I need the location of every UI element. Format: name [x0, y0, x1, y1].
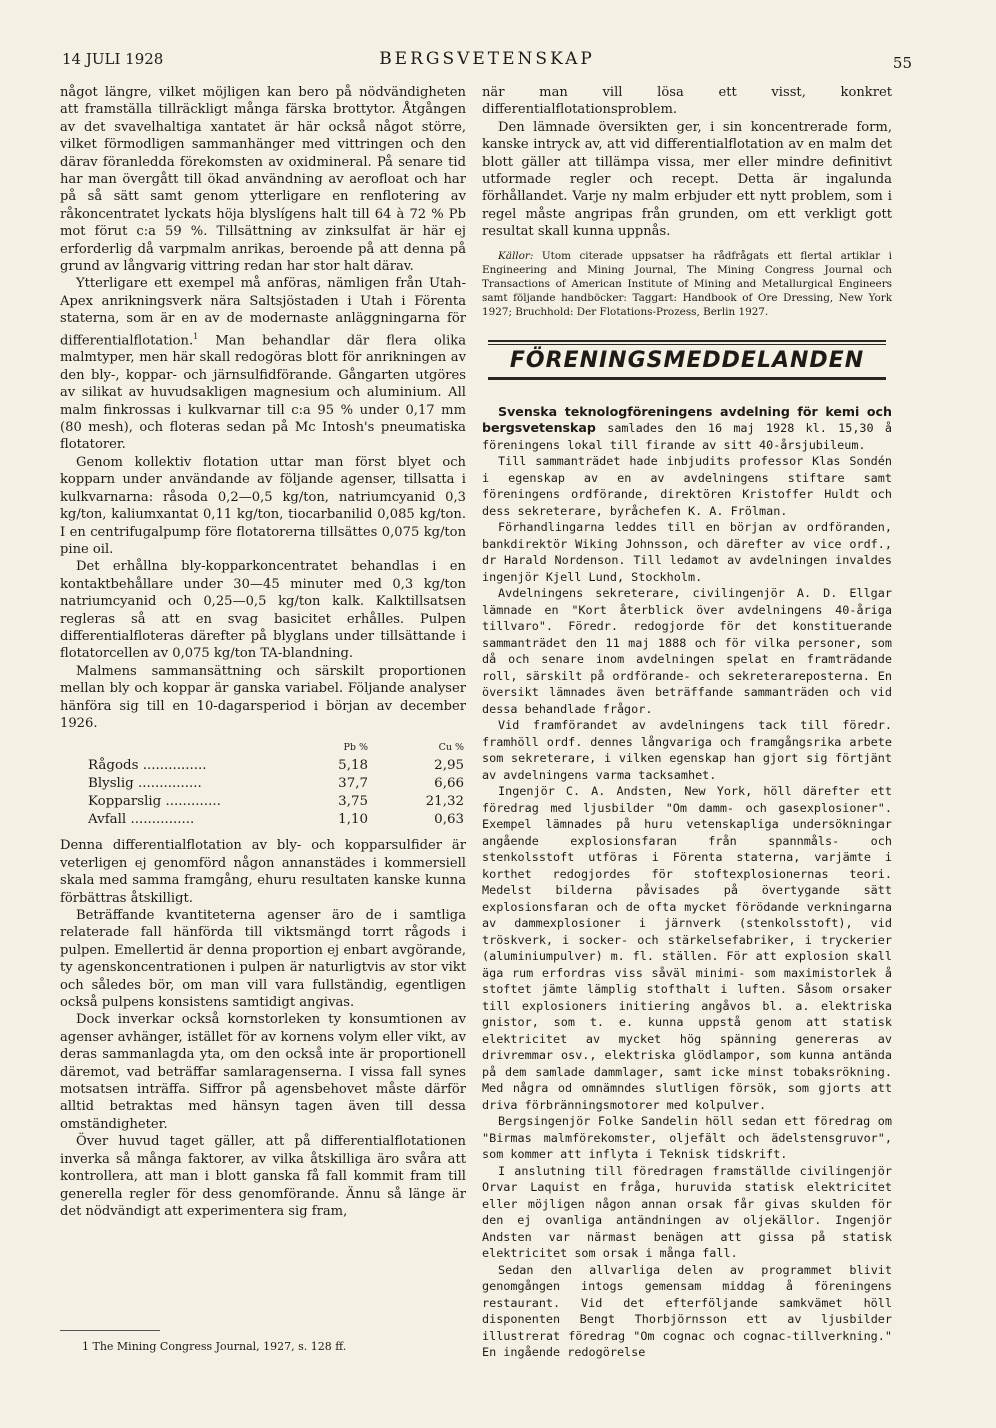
paragraph-text: Ytterligare ett exempel må anföras, nämligen från Utah-Apex anrikningsverk nära Saltsjöstaden i Utah i Förenta staterna, som är en av de modernaste anläggningarna för differentialflotation. [60, 276, 466, 349]
paragraph: Malmens sammansättning och särskilt proportionen mellan bly och koppar är ganska variabel. Följande analyser hänföra sig till en 10-dagarsperiod i början av december 1926. [60, 663, 466, 731]
cu-value: 0,63 [434, 812, 464, 828]
table-row [88, 757, 464, 775]
paragraph: Bergsingenjör Folke Sandelin höll sedan ett föredrag om "Birmas malmförekomster, oljefält och ädelstensgruvor", som kommer att inflyta i Teknisk tidskrift. [482, 1114, 892, 1162]
paragraph: Den lämnade översikten ger, i sin koncentrerade form, kanske intryck av, att vid differentialflotation av en malm det blott gäller att tillämpa vissa, mer eller mindre definitivt utformade regler och recept. Detta är ingalunda förhållandet. Varje ny malm erbjuder ett nytt problem, som i regel måste angripas från grunden, om ett verkligt gott resultat skall kunna uppnås. [482, 119, 892, 240]
table-row [88, 793, 464, 811]
cu-value: 2,95 [434, 758, 464, 774]
section-banner [488, 340, 886, 380]
paragraph: Avdelningens sekreterare, civilingenjör A. D. Ellgar lämnade en "Kort återblick över avdelningens 40-åriga tillvaro". Föredr. redogjorde för det konstituerande sammanträdet den 11 maj 1888 och för vilka personer, som då och senare inom avdelningen spelat en framträdande roll, särskilt på ordförande- och sekreterareposterna. En översikt lämnades även beträffande sammanträden och vid dessa behandlade frågor. [482, 586, 892, 716]
running-header [62, 50, 912, 74]
paragraph: Genom kollektiv flotation uttar man först blyet och kopparn under användande av följande agenser, tillsatta i kulkvarnarna: råsoda 0,2—0,5 kg/ton, natriumcyanid 0,3 kg/ton, kaliumxantat 0,11 kg/ton, tiocarbanilid 0,085 kg/ton. I en centrifugalpump före flotatorerna tillsättes 0,075 kg/ton pine oil. [60, 454, 466, 557]
row-label: Rågods ............... [88, 758, 207, 774]
cu-value: 21,32 [425, 794, 464, 810]
pb-value: 5,18 [338, 758, 368, 774]
paragraph: något längre, vilket möjligen kan bero på nödvändigheten att framställa tillräckligt många färska brottytor. Åtgången av det svavelhaltiga xantatet är här också något större, vilket förmodligen sammanhänger med vittringen och den därav föranledda förekomsten av oxidmineral. På senare tid har man övergått till ökad användning av aerofloat och har på så sätt samt genom ytterligare en renflotering av råkoncentratet lyckats höja blyslígens halt till 64 à 72 % Pb mot förut c:a 59 %. Tillsättning av zinksulfat är här ej erforderlig då varpmalm anrikas, beroende på att denna på grund av långvarig vittring redan har stor halt därav. [60, 85, 466, 275]
table-row [88, 775, 464, 793]
footnote-rule [60, 1330, 160, 1331]
paragraph: Över huvud taget gäller, att på differentialflotationen inverka så många faktorer, av vilka åtskilliga äro svåra att kontrollera, att man i blott ganska få fall kommit fram till generella regler för dess genomförande. Ännu så länge är det nödvändigt att experimentera sig fram, [60, 1134, 466, 1219]
table-header [88, 742, 464, 757]
cu-value: 6,66 [434, 776, 464, 792]
paragraph: Förhandlingarna leddes till en början av ordföranden, bankdirektör Wiking Johnsson, och därefter av vice ordf., dr Harald Nordenson. Till ledamot av avdelningen invaldes ingenjör Kjell Lund, Stockholm. [482, 520, 892, 584]
paragraph [482, 404, 892, 454]
pb-value: 1,10 [338, 812, 368, 828]
journal-title: BERGSVETENSKAP [379, 49, 595, 69]
column-header-cu: Cu % [438, 742, 464, 754]
paragraph: Till sammanträdet hade inbjudits professor Klas Sondén i egenskap av en av avdelningens stiftare samt föreningens ordförande, direktören Kristoffer Huldt och dess sekreterare, byråchefen K. A. Frölman. [482, 454, 892, 518]
section-title: FÖRENINGSMEDDELANDEN [509, 347, 865, 373]
pb-value: 3,75 [338, 794, 368, 810]
sources-text: Utom citerade uppsatser ha rådfrågats ett flertal artiklar i Engineering and Mining Journal, The Mining Congress Journal och Transactions of American Institute of Mining and Metallurgical Engineers samt följande handböcker: Taggart: Handbook of Ore Dressing, New York 1927; Bruchhold: Der Flotations-Prozess, Berlin 1927. [482, 249, 892, 319]
paragraph-text: Man behandlar där flera olika malmtyper, men här skall redogöras blott för anrikningen av den bly-, koppar- och järnsulfidförande. Gångarten utgöres av silikat av huvudsakligen magnesium och aluminium. All malm finkrossas i kulkvarnar till c:a 95 % under 0,17 mm (80 mesh), och floteras sedan på Mc Intosh's pneumatiska flotatorer. [60, 333, 466, 453]
table-row [88, 811, 464, 829]
paragraph: Denna differentialflotation av bly- och kopparsulfider är veterligen ej genomförd någon annanstädes i kommersiell skala med samma framgång, ehuru resultaten kanske kunna förbättras åtskilligt. [60, 838, 466, 906]
association-notes [482, 404, 892, 1361]
page-number: 55 [892, 54, 912, 72]
lead-heading: Svenska teknologföreningens avdelning för kemi och bergsvetenskap [482, 403, 892, 436]
right-column [482, 84, 892, 1361]
banner-rule-top [488, 340, 886, 342]
paragraph-text: samlades den 16 maj 1928 kl. 15,30 å föreningens lokal till firande av sitt 40-årsjubileum. [482, 421, 892, 452]
row-label: Avfall ............... [88, 812, 195, 828]
row-label: Blyslig ............... [88, 776, 202, 792]
banner-rule-bottom [488, 378, 886, 380]
analysis-table [88, 742, 464, 829]
sources-label: Källor: [498, 249, 534, 262]
paragraph: I anslutning till föredragen framställde civilingenjör Orvar Laquist en fråga, huruvida statisk elektricitet eller möjligen någon annan orsak får givas skulden för den ej ovanliga antändningen av oljekällor. Ingenjör Andsten var närmast benägen att gissa på statisk elektricitet som orsak i många fall. [482, 1163, 892, 1261]
paragraph: Beträffande kvantiteterna agenser äro de i samtliga relaterade fall hänförda till viktsmängd torrt rågods i pulpen. Emellertid är denna proportion ej enbart avgörande, ty agenskoncentrationen i pulpen är naturligtvis av stor vikt och således bör, om man vill vara fullständig, egentligen också pulpens konsistens samtidigt angivas. [60, 908, 466, 1011]
paragraph: Dock inverkar också kornstorleken ty konsumtionen av agenser avhänger, istället för av kornens volym eller vikt, av deras sammanlagda yta, om den också inte är proportionell däremot, vad beträffar samlaragenserna. I vissa fall synes motsatsen inträffa. Siffror på agensbehovet måste därför alltid betraktas med hänsyn tagen även till dessa omständigheter. [60, 1012, 466, 1132]
paragraph: Det erhållna bly-kopparkoncentratet behandlas i en kontaktbehållare under 30—45 minuter med 0,3 kg/ton natriumcyanid och 0,25—0,5 kg/ton kalk. Kalktillsatsen regleras så att en svag basicitet erhålles. Pulpen differentialfloteras därefter på blyglans under tillsättande i flotatorcellen av 0,075 kg/ton TA-blandning. [60, 559, 466, 662]
paragraph: Vid framförandet av avdelningens tack till föredr. framhöll ordf. dennes långvariga och framgångsrika arbete som sekreterare, i vilken egenskap han gjort sig förtjänt av avdelningens varma tacksamhet. [482, 718, 892, 782]
column-header-pb: Pb % [343, 742, 368, 754]
sources-note [482, 249, 892, 320]
footnote-ref: 1 [193, 331, 199, 341]
row-label: Kopparslig ............. [88, 794, 221, 810]
paragraph: när man vill lösa ett visst, konkret differentialflotationsproblem. [482, 85, 892, 118]
paragraph [60, 275, 466, 453]
issue-date: 14 JULI 1928 [62, 50, 164, 68]
left-column [60, 84, 466, 1220]
paragraph: Ingenjör C. A. Andsten, New York, höll därefter ett föredrag med ljusbilder "Om damm- och gasexplosioner". Exempel lämnades på huru vetenskapliga undersökningar angående explosionsfaran från spannmåls- och stenkolsstoft utföras i Förenta staterna, varjämte i korthet redogjordes för stoftexplosionernas teori. Medelst bilderna påvisades på övertygande sätt explosionsfaran och de ofta mycket förödande verkningarna av dammexplosioner i järnverk (stenkolsstoft), vid tröskverk, i socker- och stärkelsefabriker, i tryckerier (aluminiumpulver) m. fl. ställen. För att explosion skall äga rum erfordras viss såväl minimi- som maximistorlek å stoftet jämte lämplig stofthalt i luften. Såsom orsaker till explosioners initiering angåvos bl. a. elektriska gnistor, som t. e. kunna uppstå genom att statisk elektricitet av mycket hög spänning genereras av drivremmar osv., elektriska glödlampor, som kunna antända på dem samlade dammlager, samt icke minst tobaksrökning. Med några od omnämndes slutligen försök, som gjorts att driva förbränningsmotorer med kolpulver. [482, 784, 892, 1112]
footnote: 1 The Mining Congress Journal, 1927, s. 128 ff. [82, 1340, 347, 1353]
pb-value: 37,7 [338, 776, 368, 792]
paragraph: Sedan den allvarliga delen av programmet blivit genomgången intogs gemensam middag å föreningens restaurant. Vid det efterföljande samkvämet höll disponenten Bengt Thorbjörnsson ett av ljusbilder illustrerat föredrag "Om cognac och cognac-tillverkning." En ingående redogörelse [482, 1262, 892, 1360]
